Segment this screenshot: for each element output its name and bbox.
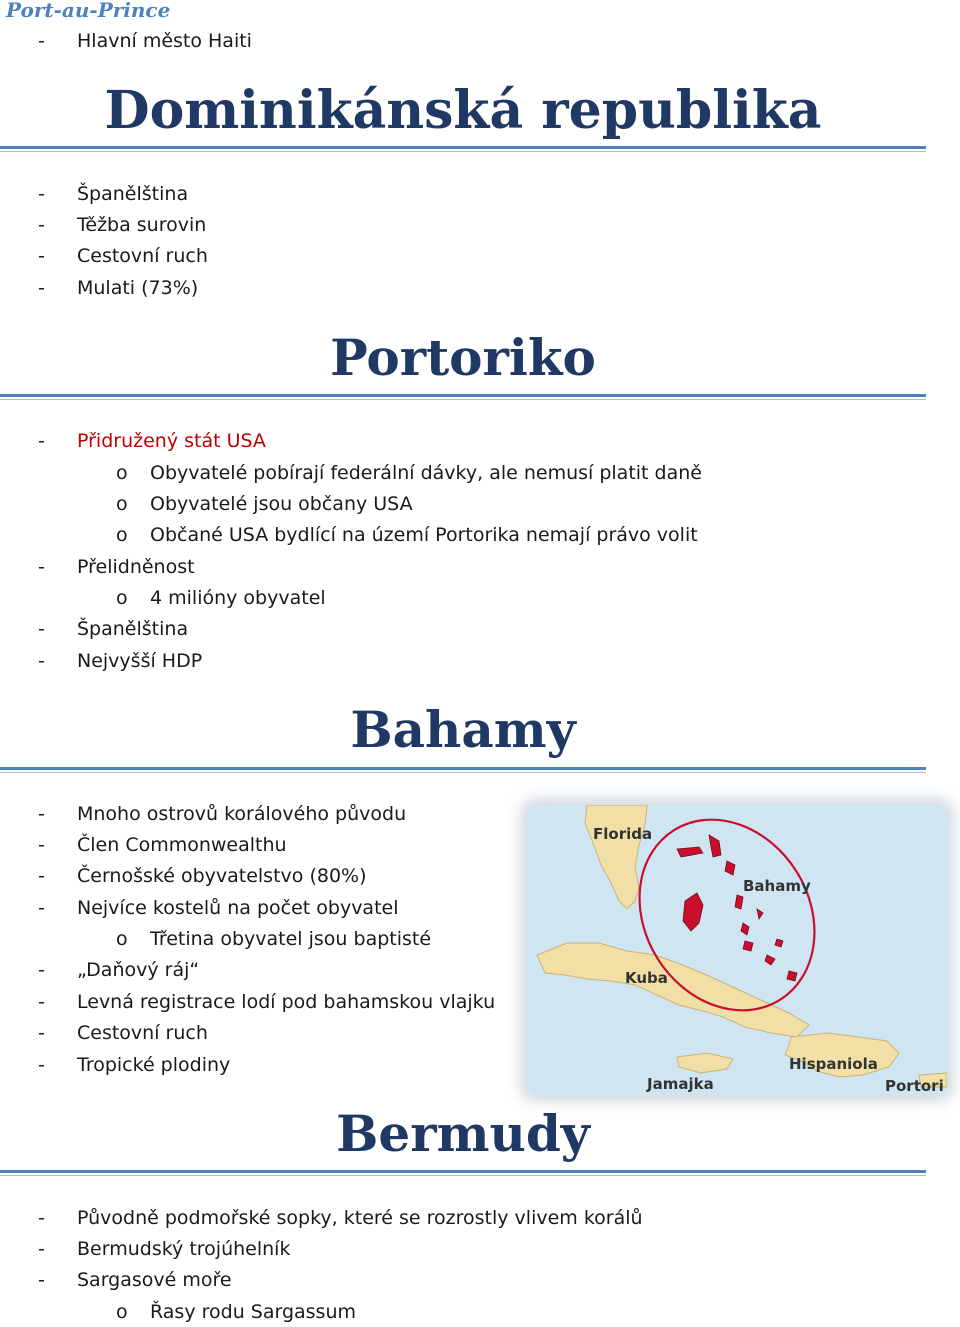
list-item: - Bermudský trojúhelník <box>38 1238 291 1260</box>
heading-dominikanska-republika: Dominikánská republika <box>104 80 822 141</box>
list-item: - Těžba surovin <box>38 214 207 236</box>
sub-list-item: o Obyvatelé jsou občany USA <box>116 493 413 515</box>
bahamas-island <box>787 971 797 981</box>
map-label-portoriko: Portori <box>885 1077 944 1095</box>
list-item: - „Daňový ráj“ <box>38 959 200 981</box>
list-item: - Cestovní ruch <box>38 1022 208 1044</box>
heading-portoriko: Portoriko <box>330 328 596 387</box>
sub-list-item: o Obyvatelé pobírají federální dávky, ale nemusí platit daně <box>116 462 702 484</box>
sub-list-item: o Občané USA bydlící na území Portorika nemají právo volit <box>116 524 698 546</box>
map-label-hispaniola: Hispaniola <box>789 1055 878 1073</box>
sub-list-item: o Řasy rodu Sargassum <box>116 1301 357 1323</box>
subheading-port-au-prince: Port-au-Prince <box>6 0 171 22</box>
heading-rule <box>0 394 926 397</box>
map-svg <box>527 805 947 1095</box>
list-item: - Hlavní město Haiti <box>38 30 252 52</box>
map-label-jamajka: Jamajka <box>647 1075 714 1093</box>
list-item: - Cestovní ruch <box>38 245 208 267</box>
list-item: - Tropické plodiny <box>38 1054 231 1076</box>
map-label-kuba: Kuba <box>625 969 668 987</box>
heading-rule <box>0 767 926 770</box>
list-item: - Původně podmořské sopky, které se rozrostly vlivem korálů <box>38 1207 643 1229</box>
list-item: - Přelidněnost <box>38 556 195 578</box>
map-label-florida: Florida <box>593 825 653 843</box>
list-item: - Španělština <box>38 183 189 205</box>
sub-list-item: o 4 milióny obyvatel <box>116 587 326 609</box>
list-item: - Člen Commonwealthu <box>38 834 287 856</box>
list-item: - Levná registrace lodí pod bahamskou vlajku <box>38 991 496 1013</box>
list-item: - Španělština <box>38 618 189 640</box>
heading-rule <box>0 146 926 149</box>
list-item: - Mulati (73%) <box>38 277 199 299</box>
list-item: - Sargasové moře <box>38 1269 232 1291</box>
list-item: - Nejvyšší HDP <box>38 650 203 672</box>
list-item: - Přidružený stát USA <box>38 430 266 452</box>
heading-rule <box>0 1170 926 1173</box>
bahamas-island <box>775 939 783 947</box>
list-item: - Černošské obyvatelstvo (80%) <box>38 865 367 887</box>
bahamas-map <box>527 805 947 1095</box>
sub-list-item: o Třetina obyvatel jsou baptisté <box>116 928 432 950</box>
list-item: - Mnoho ostrovů korálového původu <box>38 803 407 825</box>
map-label-bahamy: Bahamy <box>743 877 811 895</box>
heading-bermudy: Bermudy <box>336 1104 590 1163</box>
list-item: - Nejvíce kostelů na počet obyvatel <box>38 897 399 919</box>
heading-bahamy: Bahamy <box>350 700 576 759</box>
bahamas-island <box>743 941 753 951</box>
